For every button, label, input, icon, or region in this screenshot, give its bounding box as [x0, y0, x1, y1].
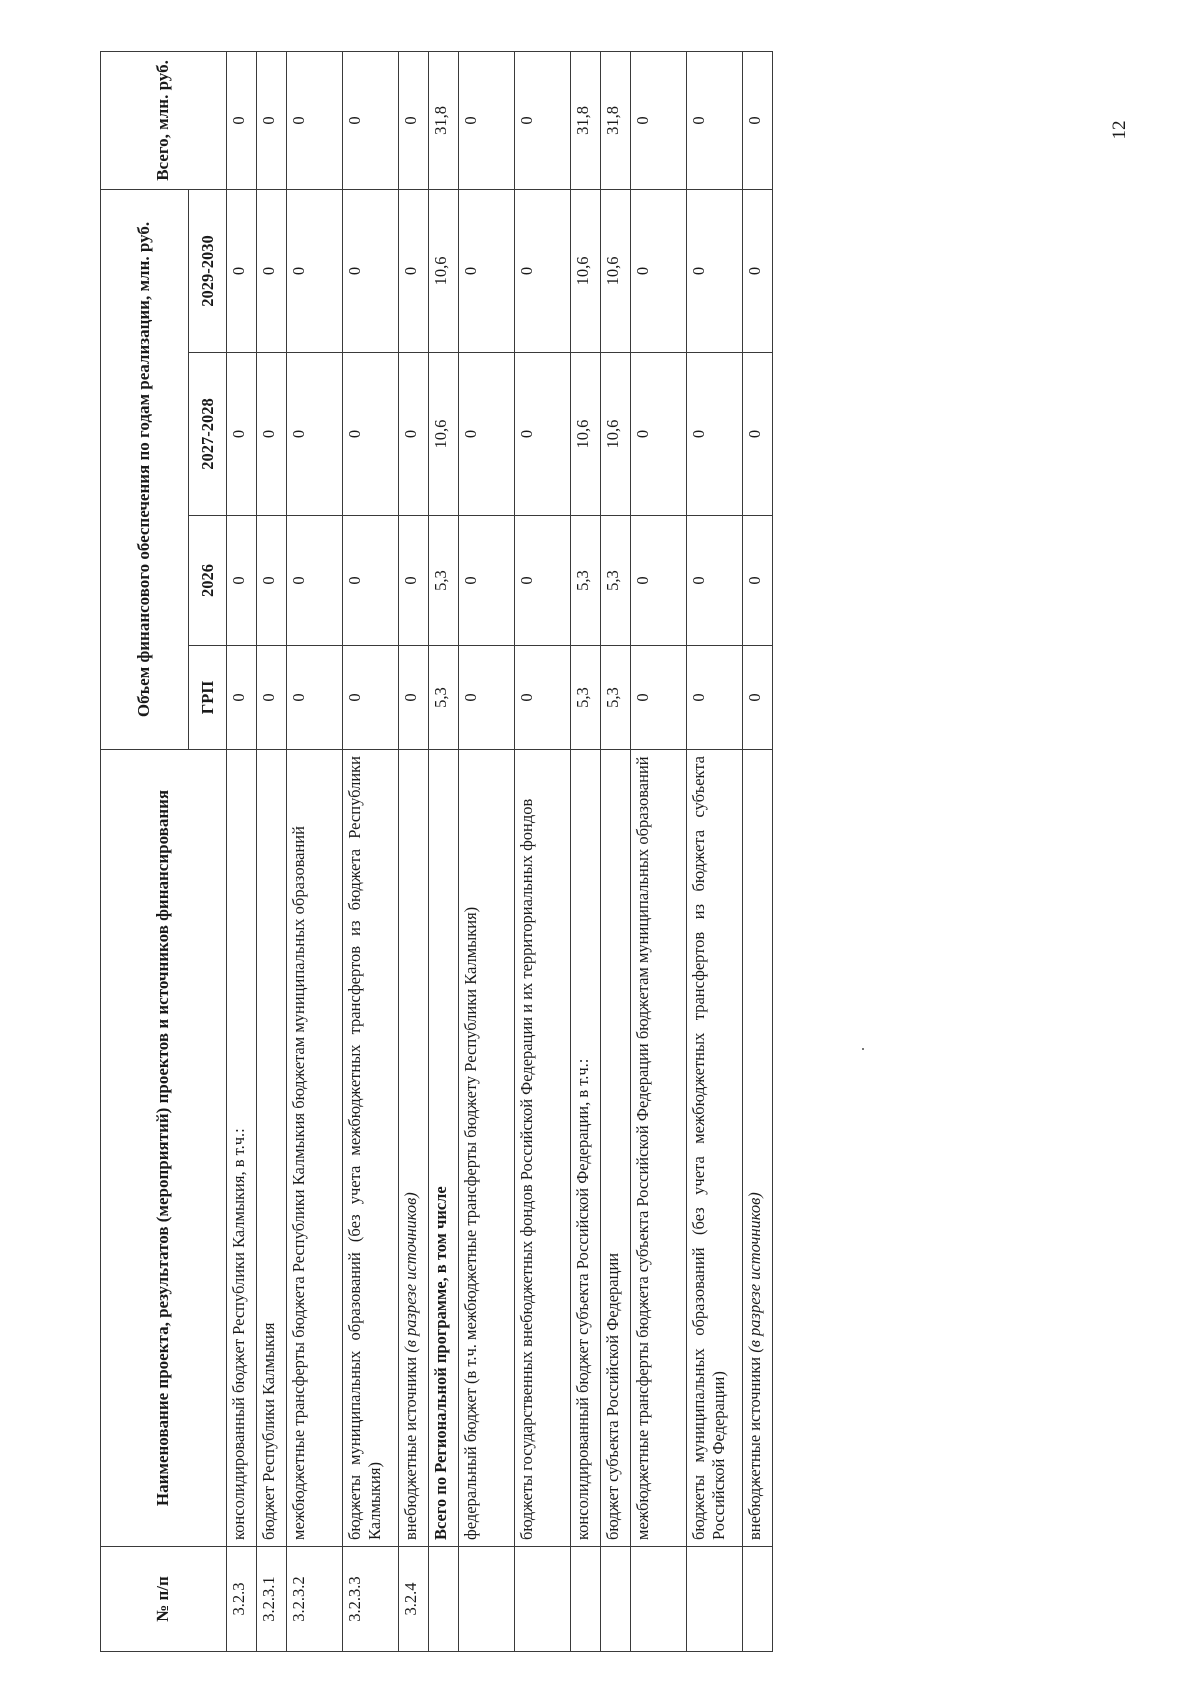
row-name-cell	[459, 750, 515, 1547]
row-year-value: 10,6	[429, 353, 459, 516]
row-year-value: 0	[687, 646, 743, 750]
row-name: бюджеты муниципальных образований (без учета межбюджетных трансфертов из бюджета субъекта Российской Федерации)	[689, 756, 728, 1540]
row-name-note: (в разрезе источников)	[401, 1192, 420, 1353]
header-year: 2027-2028	[189, 353, 227, 516]
table-body	[227, 51, 773, 1651]
header-year: ГРП	[189, 646, 227, 750]
header-total: Всего, млн. руб.	[101, 51, 227, 189]
row-name-cell	[571, 750, 601, 1547]
row-year-value: 0	[343, 516, 399, 646]
row-year-value: 0	[459, 646, 515, 750]
row-year-value: 5,3	[601, 646, 631, 750]
row-year-value: 0	[343, 189, 399, 352]
row-year-value: 10,6	[429, 189, 459, 352]
row-year-value: 0	[287, 646, 343, 750]
table-row	[687, 51, 743, 1651]
row-name-cell	[287, 750, 343, 1547]
row-year-value: 5,3	[571, 646, 601, 750]
row-year-value: 0	[515, 646, 571, 750]
row-year-value: 0	[343, 353, 399, 516]
row-year-value: 5,3	[601, 516, 631, 646]
row-name-cell	[429, 750, 459, 1547]
table-row	[287, 51, 343, 1651]
row-year-value: 0	[227, 353, 257, 516]
row-number: 3.2.3.1	[257, 1547, 287, 1652]
row-number: 3.2.3.3	[343, 1547, 399, 1652]
row-name: внебюджетные источники	[745, 1352, 764, 1540]
table-row	[429, 51, 459, 1651]
row-year-value: 5,3	[429, 516, 459, 646]
table-row	[631, 51, 687, 1651]
row-total-value: 31,8	[429, 51, 459, 189]
row-year-value: 0	[399, 353, 429, 516]
row-total-value: 0	[459, 51, 515, 189]
row-name: бюджет субъекта Российской Федерации	[603, 1252, 622, 1540]
row-year-value: 0	[687, 516, 743, 646]
row-name-cell	[631, 750, 687, 1547]
row-total-value: 31,8	[601, 51, 631, 189]
row-year-value: 0	[515, 516, 571, 646]
row-year-value: 0	[257, 646, 287, 750]
row-name-cell	[399, 750, 429, 1547]
row-total-value: 0	[743, 51, 773, 189]
header-name: Наименование проекта, результатов (мероприятий) проектов и источников финансирования	[101, 750, 227, 1547]
row-year-value: 0	[227, 516, 257, 646]
table-row	[343, 51, 399, 1651]
row-name-cell	[743, 750, 773, 1547]
row-year-value: 0	[227, 646, 257, 750]
row-year-value: 0	[743, 646, 773, 750]
row-year-value: 0	[399, 646, 429, 750]
row-name: внебюджетные источники	[401, 1352, 420, 1540]
table-header	[101, 51, 227, 1651]
header-number: № п/п	[101, 1547, 227, 1652]
header-year: 2026	[189, 516, 227, 646]
row-total-value: 0	[257, 51, 287, 189]
financing-table	[100, 51, 773, 1652]
row-year-value: 0	[631, 646, 687, 750]
row-total-value: 0	[399, 51, 429, 189]
row-name-note: (в разрезе источников)	[745, 1192, 764, 1353]
row-year-value: 0	[743, 353, 773, 516]
table-row	[399, 51, 429, 1651]
header-funding-volume: Объем финансового обеспечения по годам реализации, млн. руб.	[101, 189, 189, 749]
row-name: бюджеты муниципальных образований (без учета межбюджетных трансфертов из бюджета Республики Калмыкия)	[345, 756, 384, 1540]
row-name-cell	[515, 750, 571, 1547]
row-year-value: 0	[343, 646, 399, 750]
row-year-value: 5,3	[429, 646, 459, 750]
row-year-value: 10,6	[571, 353, 601, 516]
row-year-value: 0	[743, 189, 773, 352]
table-row	[515, 51, 571, 1651]
page-number: 12	[1109, 120, 1130, 140]
table-row	[459, 51, 515, 1651]
row-year-value: 0	[227, 189, 257, 352]
row-total-value: 0	[287, 51, 343, 189]
row-number	[631, 1547, 687, 1652]
row-total-value: 0	[631, 51, 687, 189]
row-number	[601, 1547, 631, 1652]
row-year-value: 0	[687, 353, 743, 516]
row-name: консолидированный бюджет субъекта Российской Федерации, в т.ч.:	[573, 1058, 592, 1540]
table-row	[571, 51, 601, 1651]
row-number: 3.2.3	[227, 1547, 257, 1652]
row-name: бюджеты государственных внебюджетных фондов Российской Федерации и их территориальных фондов	[517, 798, 536, 1540]
row-year-value: 0	[631, 189, 687, 352]
row-year-value: 0	[257, 516, 287, 646]
row-name-cell	[257, 750, 287, 1547]
row-name: консолидированный бюджет Республики Калмыкия, в т.ч.:	[229, 1128, 248, 1540]
row-year-value: 0	[257, 353, 287, 516]
row-year-value: 0	[459, 189, 515, 352]
row-year-value: 0	[515, 353, 571, 516]
row-number	[429, 1547, 459, 1652]
row-name: Всего по Региональной программе, в том числе	[431, 1186, 450, 1540]
row-number	[459, 1547, 515, 1652]
row-year-value: 10,6	[601, 353, 631, 516]
header-row-1	[101, 51, 189, 1651]
row-number: 3.2.3.2	[287, 1547, 343, 1652]
row-year-value: 0	[687, 189, 743, 352]
row-name-cell	[601, 750, 631, 1547]
table-wrapper	[100, 52, 764, 1652]
row-year-value: 0	[631, 353, 687, 516]
row-year-value: 10,6	[601, 189, 631, 352]
row-total-value: 0	[227, 51, 257, 189]
row-year-value: 0	[459, 353, 515, 516]
row-year-value: 0	[287, 189, 343, 352]
row-name: федеральный бюджет (в т.ч. межбюджетные трансферты бюджету Республики Калмыкия)	[461, 906, 480, 1540]
row-year-value: 0	[399, 516, 429, 646]
table-row	[227, 51, 257, 1651]
row-year-value: 0	[743, 516, 773, 646]
row-year-value: 0	[631, 516, 687, 646]
row-year-value: 10,6	[571, 189, 601, 352]
row-year-value: 0	[257, 189, 287, 352]
row-number	[743, 1547, 773, 1652]
scan-speck	[862, 1048, 864, 1050]
row-year-value: 0	[287, 516, 343, 646]
row-number: 3.2.4	[399, 1547, 429, 1652]
row-name-cell	[687, 750, 743, 1547]
row-name-cell	[227, 750, 257, 1547]
table-row	[743, 51, 773, 1651]
row-total-value: 0	[343, 51, 399, 189]
row-name: бюджет Республики Калмыкия	[259, 1322, 278, 1540]
table-row	[257, 51, 287, 1651]
row-total-value: 0	[515, 51, 571, 189]
row-name-cell	[343, 750, 399, 1547]
row-number	[515, 1547, 571, 1652]
row-name: межбюджетные трансферты бюджета субъекта Российской Федерации бюджетам муниципальных образований	[633, 756, 652, 1540]
row-year-value: 5,3	[571, 516, 601, 646]
rotated-table-container	[100, 52, 764, 1652]
header-year: 2029-2030	[189, 189, 227, 352]
row-number	[571, 1547, 601, 1652]
row-total-value: 31,8	[571, 51, 601, 189]
row-year-value: 0	[399, 189, 429, 352]
row-total-value: 0	[687, 51, 743, 189]
row-name: межбюджетные трансферты бюджета Республики Калмыкия бюджетам муниципальных образований	[289, 826, 308, 1540]
row-year-value: 0	[459, 516, 515, 646]
row-number	[687, 1547, 743, 1652]
row-year-value: 0	[515, 189, 571, 352]
row-year-value: 0	[287, 353, 343, 516]
table-row	[601, 51, 631, 1651]
